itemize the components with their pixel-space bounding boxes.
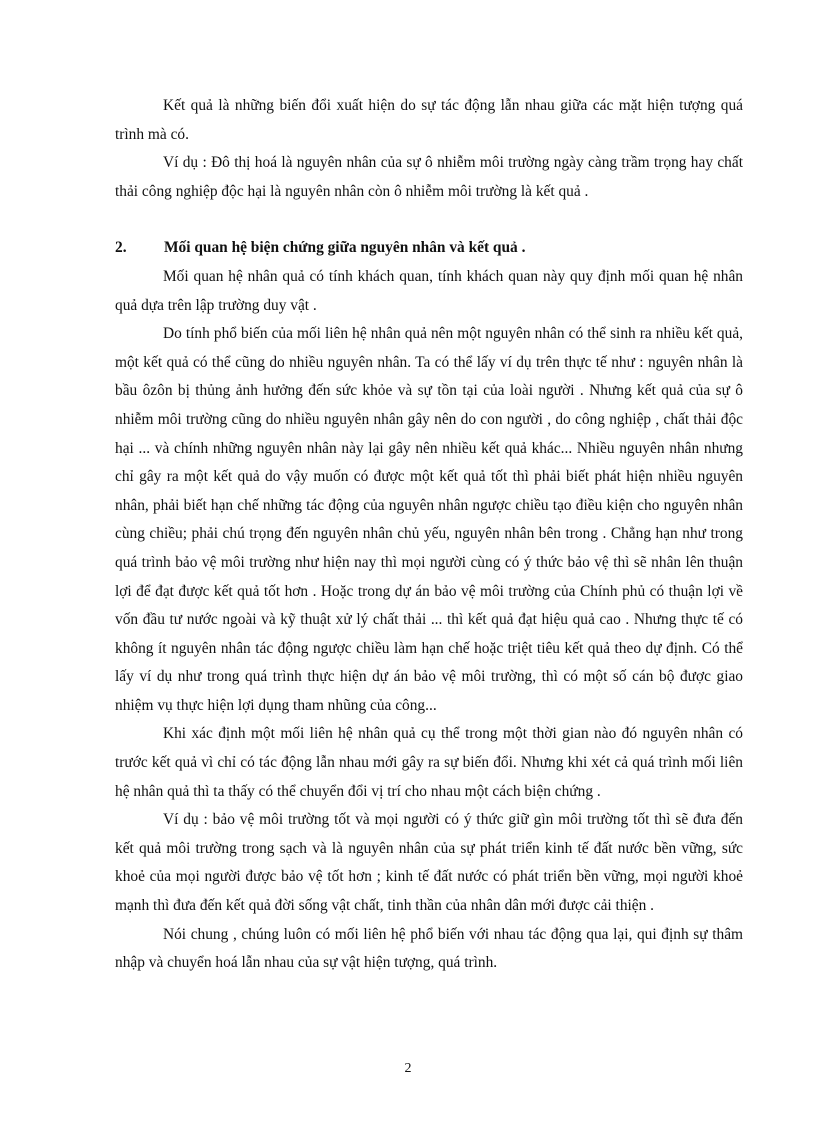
section-heading xyxy=(115,234,743,263)
page-content xyxy=(115,92,743,978)
paragraph-example-urbanization: Ví dụ : Đô thị hoá là nguyên nhân của sự ô nhiễm môi trường ngày càng trầm trọng hay chất thải công nghiệp độc hại là nguyên nhân còn ô nhiễm môi trường là kết quả . xyxy=(115,154,743,200)
section-title: Mối quan hệ biện chứng giữa nguyên nhân và kết quả . xyxy=(164,239,526,257)
paragraph-universality: Do tính phổ biến của mối liên hệ nhân quả nên một nguyên nhân có thể sinh ra nhiều kết quả, một kết quả có thể cũng do nhiều nguyên nhân. Ta có thể lấy ví dụ trên thực tế như : nguyên nhân là bầu ôzôn bị thủng ảnh hưởng đến sức khỏe và sự tồn tại của loài người . Nhưng kết quả của sự ô nhiễm môi trường cũng do nhiều nguyên nhân gây nên do con người , do công nghiệp , chất thải độc hại ... và chính những nguyên nhân này lại gây nên nhiều kết quả khác... Nhiều nguyên nhân nhưng chỉ gây ra một kết quả do vậy muốn có được một kết quả tốt thì phải biết phát hiện nhiều nguyên nhân, phải biết hạn chế những tác động của nguyên nhân ngược chiều tạo điều kiện cho nguyên nhân cùng chiều; phải chú trọng đến nguyên nhân chủ yếu, nguyên nhân bên trong . Chẳng hạn như trong quá trình bảo vệ môi trường như hiện nay thì mọi người cùng có ý thức bảo vệ thì sẽ nhân lên thuận lợi để đạt được kết quả tốt hơn . Hoặc trong dự án bảo vệ môi trường của Chính phủ có thuận lợi về vốn đầu tư nước ngoài và kỹ thuật xử lý chất thải ... thì kết quả đạt hiệu quả cao . Nhưng thực tế có không ít nguyên nhân tác động ngược chiều làm hạn chế hoặc triệt tiêu kết quả theo dự định. Có thể lấy ví dụ như trong quá trình thực hiện dự án bảo vệ môi trường, thì có một số cán bộ được giao nhiệm vụ thực hiện lợi dụng tham nhũng của công... xyxy=(115,325,743,714)
paragraph-conclusion: Nói chung , chúng luôn có mối liên hệ phổ biến với nhau tác động qua lại, qui định sự thâm nhập và chuyển hoá lẫn nhau của sự vật hiện tượng, quá trình. xyxy=(115,925,743,972)
paragraph-determination: Khi xác định một mối liên hệ nhân quả cụ thể trong một thời gian nào đó nguyên nhân có trước kết quả vì chỉ có tác động lẫn nhau mới gây ra sự biến đổi. Nhưng khi xét cả quá trình mối liên hệ nhân quả thì ta thấy có thể chuyển đổi vị trí cho nhau một cách biện chứng . xyxy=(115,725,743,800)
paragraph-result-definition: Kết quả là những biến đổi xuất hiện do sự tác động lẫn nhau giữa các mặt hiện tượng quá trình mà có. xyxy=(115,97,743,143)
section-number: 2. xyxy=(115,239,127,257)
paragraph-example-environment: Ví dụ : bảo vệ môi trường tốt và mọi người có ý thức giữ gìn môi trường tốt thì sẽ đưa đến kết quả môi trường trong sạch và là nguyên nhân của sự phát triển kinh tế đất nước bền vững, sức khoẻ của mọi người được bảo vệ tốt hơn ; kinh tế đất nước có phát triển bền vững, mọi người khoẻ mạnh thì đưa đến kết quả đời sống vật chất, tinh thần của nhân dân mới được cải thiện . xyxy=(115,811,743,915)
paragraph-objectivity: Mối quan hệ nhân quả có tính khách quan, tính khách quan này quy định mối quan hệ nhân quả dựa trên lập trường duy vật . xyxy=(115,267,743,314)
page-number: 2 xyxy=(404,1061,412,1076)
